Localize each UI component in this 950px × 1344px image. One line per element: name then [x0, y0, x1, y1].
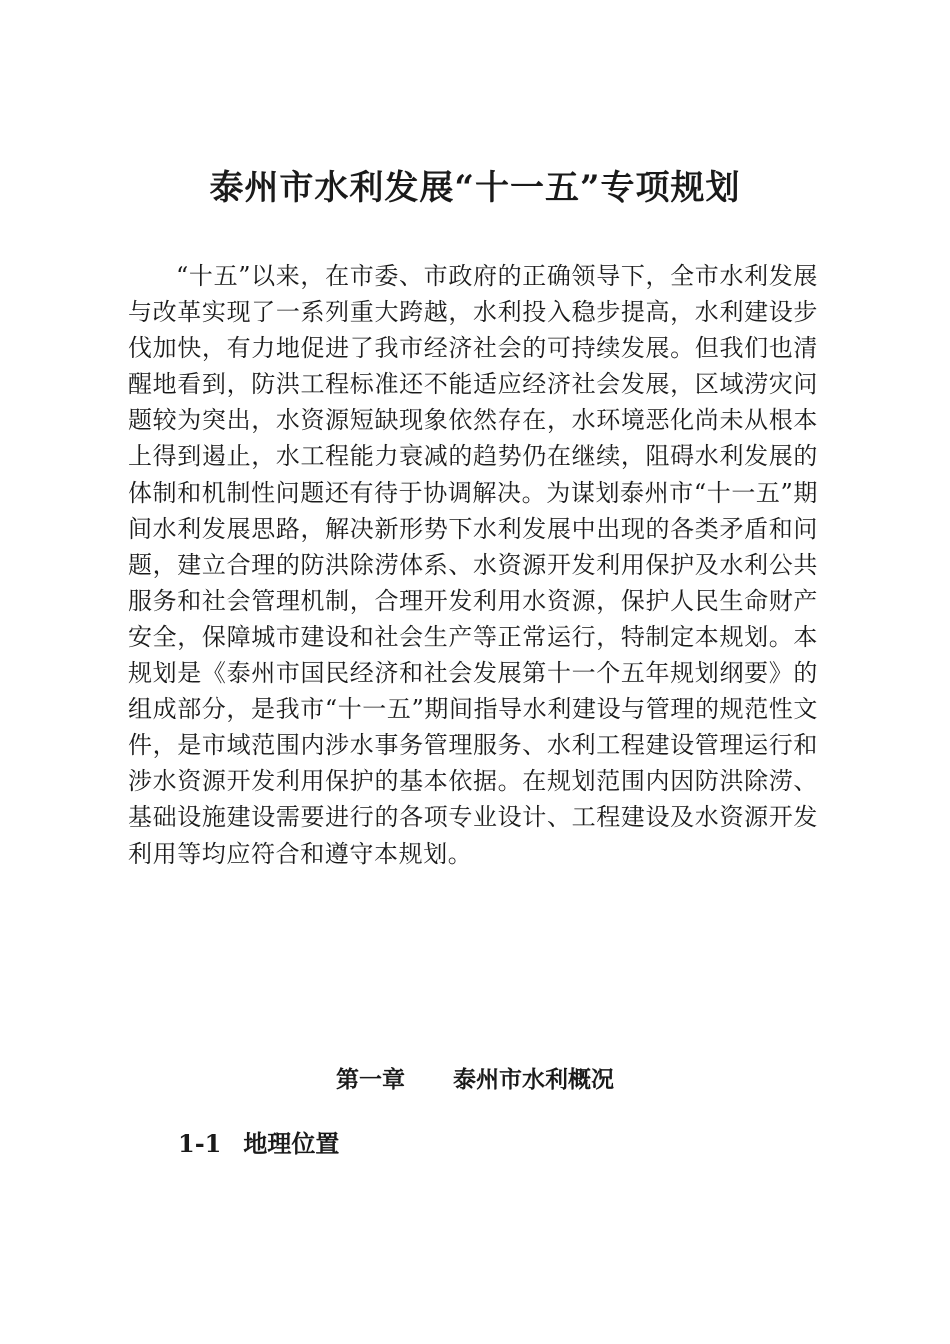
section-heading — [178, 1126, 339, 1162]
chapter-title: 泰州市水利概况 — [453, 1067, 614, 1093]
chapter-heading — [0, 1062, 950, 1098]
section-number: 1-1 — [178, 1129, 222, 1158]
document-title: 泰州市水利发展“十一五”专项规划 — [209, 168, 741, 208]
chapter-number: 第一章 — [336, 1067, 405, 1093]
intro-paragraph: “十五”以来，在市委、市政府的正确领导下，全市水利发展与改革实现了一系列重大跨越，水利投入稳步提高，水利建设步伐加快，有力地促进了我市经济社会的可持续发展。但我们也清醒地看到，防洪工程标准还不能适应经济社会发展，区域涝灾问题较为突出，水资源短缺现象依然存在，水环境恶化尚未从根本上得到遏止，水工程能力衰减的趋势仍在继续，阻碍水利发展的体制和机制性问题还有待于协调解决。为谋划泰州市“十一五”期间水利发展思路，解决新形势下水利发展中出现的各类矛盾和问题，建立合理的防洪除涝体系、水资源开发利用保护及水利公共服务和社会管理机制，合理开发利用水资源，保护人民生命财产安全，保障城市建设和社会生产等正常运行，特制定本规划。本规划是《泰州市国民经济和社会发展第十一个五年规划纲要》的组成部分，是我市“十一五”期间指导水利建设与管理的规范性文件，是市域范围内涉水事务管理服务、水利工程建设管理运行和涉水资源开发利用保护的基本依据。在规划范围内因防洪除涝、基础设施建设需要进行的各项专业设计、工程建设及水资源开发利用等均应符合和遵守本规划。 — [128, 262, 818, 868]
section-title: 地理位置 — [243, 1129, 340, 1158]
